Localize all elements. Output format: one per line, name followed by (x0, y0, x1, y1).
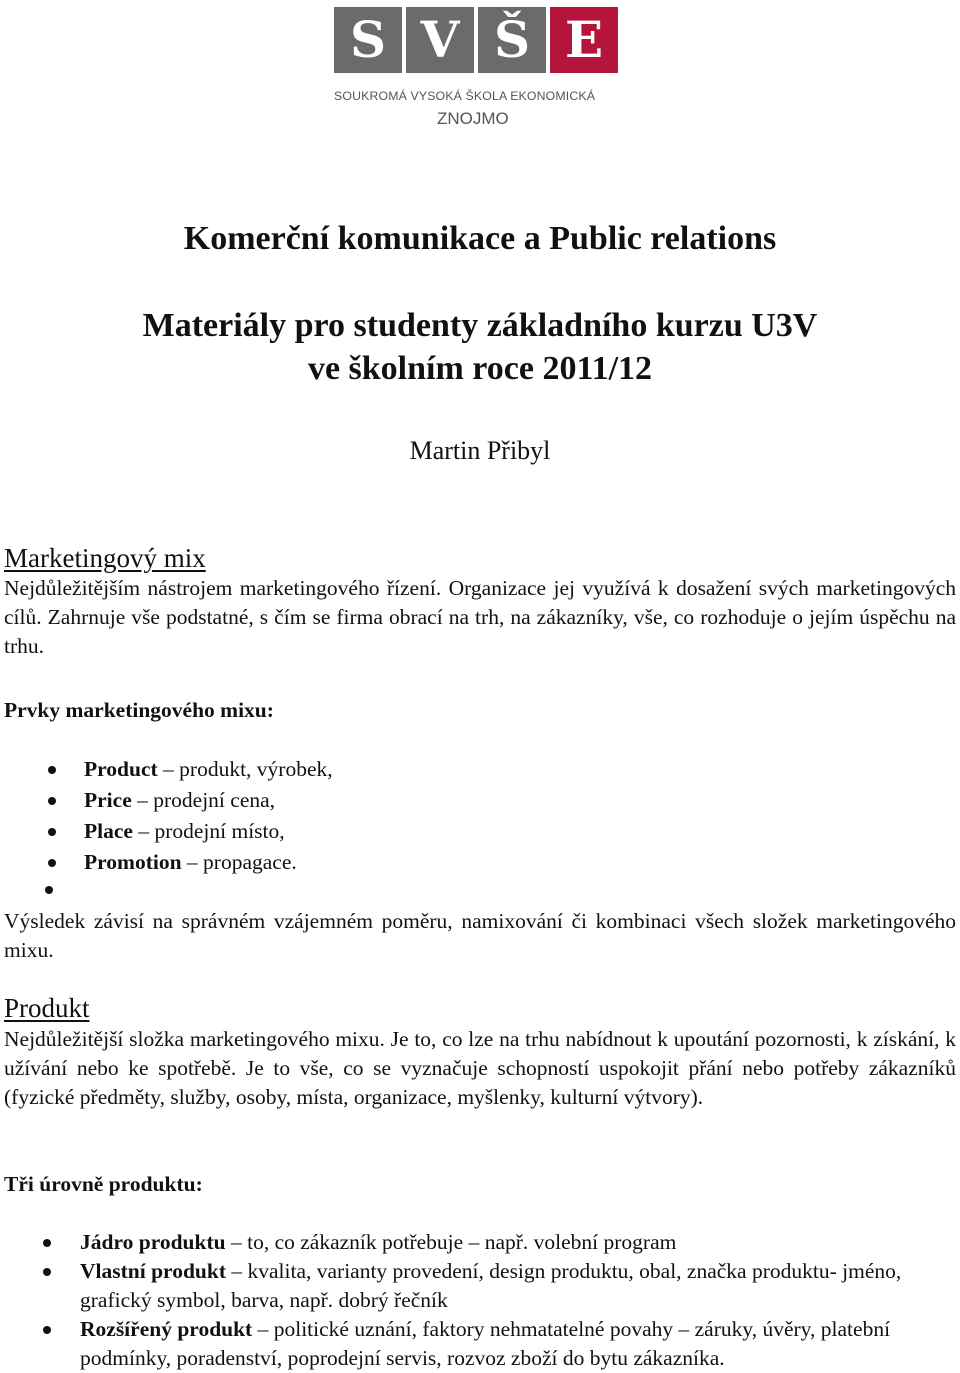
list-item-term: Place (84, 819, 133, 843)
section-heading-product: Produkt (4, 993, 90, 1023)
product-intro: Nejdůležitější složka marketingového mixu. Je to, co lze na trhu nabídnout k upoutání pozornosti, k získání, k užívání nebo ke spotřebě. Je to vše, co se vyznačuje schopností uspokojit přání nebo potřeby zákazníků (fyzické předměty, služby, osoby, místa, organizace, myšlenky, kulturní výtvory). (4, 1027, 956, 1109)
document-author: Martin Přibyl (409, 436, 551, 465)
bullet-icon (48, 859, 56, 867)
logo-letter-v: V (406, 7, 474, 73)
marketing-mix-elements-heading: Prvky marketingového mixu: (4, 698, 274, 722)
bullet-icon (43, 1268, 51, 1276)
list-item-term: Price (84, 788, 132, 812)
list-item-term: Promotion (84, 850, 182, 874)
list-item-term: Vlastní produkt (80, 1259, 226, 1283)
document-subtitle-line2: ve školním roce 2011/12 (307, 350, 653, 387)
logo-letters (334, 7, 618, 73)
logo-subtitle: SOUKROMÁ VYSOKÁ ŠKOLA EKONOMICKÁ (334, 89, 596, 103)
logo-letter-e: E (550, 7, 618, 73)
empty-bullet-icon (45, 886, 53, 894)
list-item (84, 847, 333, 878)
list-item (80, 1228, 946, 1257)
bullet-icon (43, 1326, 51, 1334)
list-item-term: Jádro produktu (80, 1230, 226, 1254)
logo-letter-s: S (334, 7, 402, 73)
logo-city: ZNOJMO (437, 109, 509, 128)
product-levels-heading: Tři úrovně produktu: (4, 1172, 203, 1196)
list-item (84, 785, 333, 816)
list-item-term: Rozšířený produkt (80, 1317, 253, 1341)
document-title: Komerční komunikace a Public relations (183, 220, 777, 257)
list-item-desc: – kvalita, varianty provedení, design produktu, obal, značka produktu- jméno, grafický symbol, barva, např. dobrý řečník (80, 1259, 902, 1312)
list-item-desc: – prodejní místo, (132, 819, 285, 843)
section-heading-marketing-mix: Marketingový mix (4, 543, 206, 573)
list-item-term: Product (84, 757, 158, 781)
list-item-desc: – to, co zákazník potřebuje – např. volební program (225, 1230, 677, 1254)
product-levels-list (80, 1228, 946, 1373)
list-item (80, 1257, 946, 1315)
marketing-mix-elements-list (84, 754, 333, 878)
list-item (84, 754, 333, 785)
bullet-icon (48, 797, 56, 805)
school-logo (334, 7, 624, 128)
bullet-icon (48, 828, 56, 836)
logo-letter-s-caron: Š (478, 7, 546, 73)
marketing-mix-intro: Nejdůležitějším nástrojem marketingového řízení. Organizace jej využívá k dosažení svých marketingových cílů. Zahrnuje vše podstatné, s čím se firma obrací na trh, na zákazníky, vše, co rozhoduje o jejím úspěchu na trhu. (4, 576, 956, 658)
bullet-icon (43, 1239, 51, 1247)
list-item-desc: – propagace. (181, 850, 297, 874)
list-item-desc: – produkt, výrobek, (157, 757, 333, 781)
list-item (80, 1315, 946, 1373)
document-subtitle-line1: Materiály pro studenty základního kurzu U3V (142, 307, 818, 344)
list-item (84, 816, 333, 847)
list-item-desc: – politické uznání, faktory nehmatatelné povahy – záruky, úvěry, platební podmínky, poradenství, poprodejní servis, rozvoz zboží do bytu zákazníka. (80, 1317, 891, 1370)
list-item-desc: – prodejní cena, (131, 788, 276, 812)
marketing-mix-result: Výsledek závisí na správném vzájemném poměru, namixování či kombinaci všech složek marketingového mixu. (4, 909, 956, 962)
bullet-icon (48, 766, 56, 774)
